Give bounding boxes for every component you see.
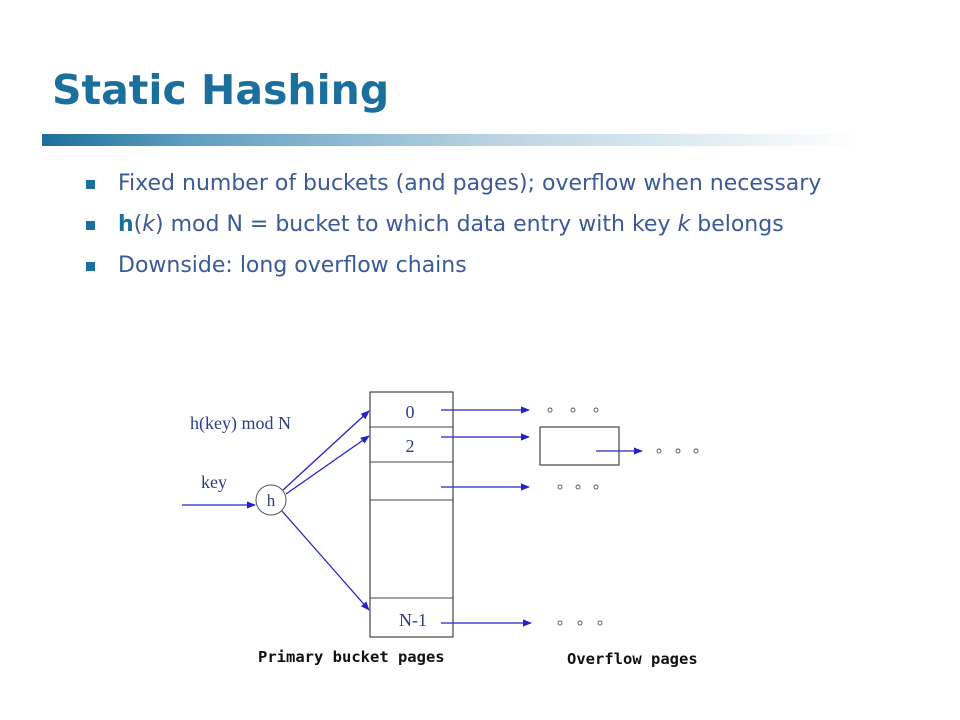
bullet-text: Downside: long overflow chains (118, 253, 467, 278)
ellipsis-icon (657, 449, 698, 453)
hash-function-label: h (266, 491, 276, 510)
bucket-label: 0 (405, 402, 415, 422)
hash-arrow-bucket-2 (286, 436, 369, 494)
bucket-label: N-1 (399, 610, 427, 630)
overflow-pages-caption: Overflow pages (567, 650, 698, 668)
key-symbol: k (142, 212, 156, 237)
hash-symbol: h (118, 212, 134, 237)
key-label: key (201, 472, 227, 492)
slide-title: Static Hashing (52, 66, 390, 114)
ellipsis-icon (548, 408, 598, 412)
overflow-page (540, 427, 619, 465)
primary-pages-caption: Primary bucket pages (258, 648, 445, 666)
ellipsis-icon (558, 485, 598, 489)
key-symbol: k (677, 212, 691, 237)
hash-arrow-bucket-0 (283, 411, 369, 490)
bullet-text: Fixed number of buckets (and pages); overflow when necessary (118, 171, 822, 196)
hash-arrow-bucket-n-1 (282, 511, 369, 610)
primary-bucket-pages (370, 392, 453, 637)
bucket-label: 2 (405, 436, 415, 456)
bullet-text: h(k) mod N = bucket to which data entry with key k belongs (118, 212, 784, 237)
hash-expression-label: h(key) mod N (190, 413, 291, 433)
ellipsis-icon (558, 621, 602, 625)
